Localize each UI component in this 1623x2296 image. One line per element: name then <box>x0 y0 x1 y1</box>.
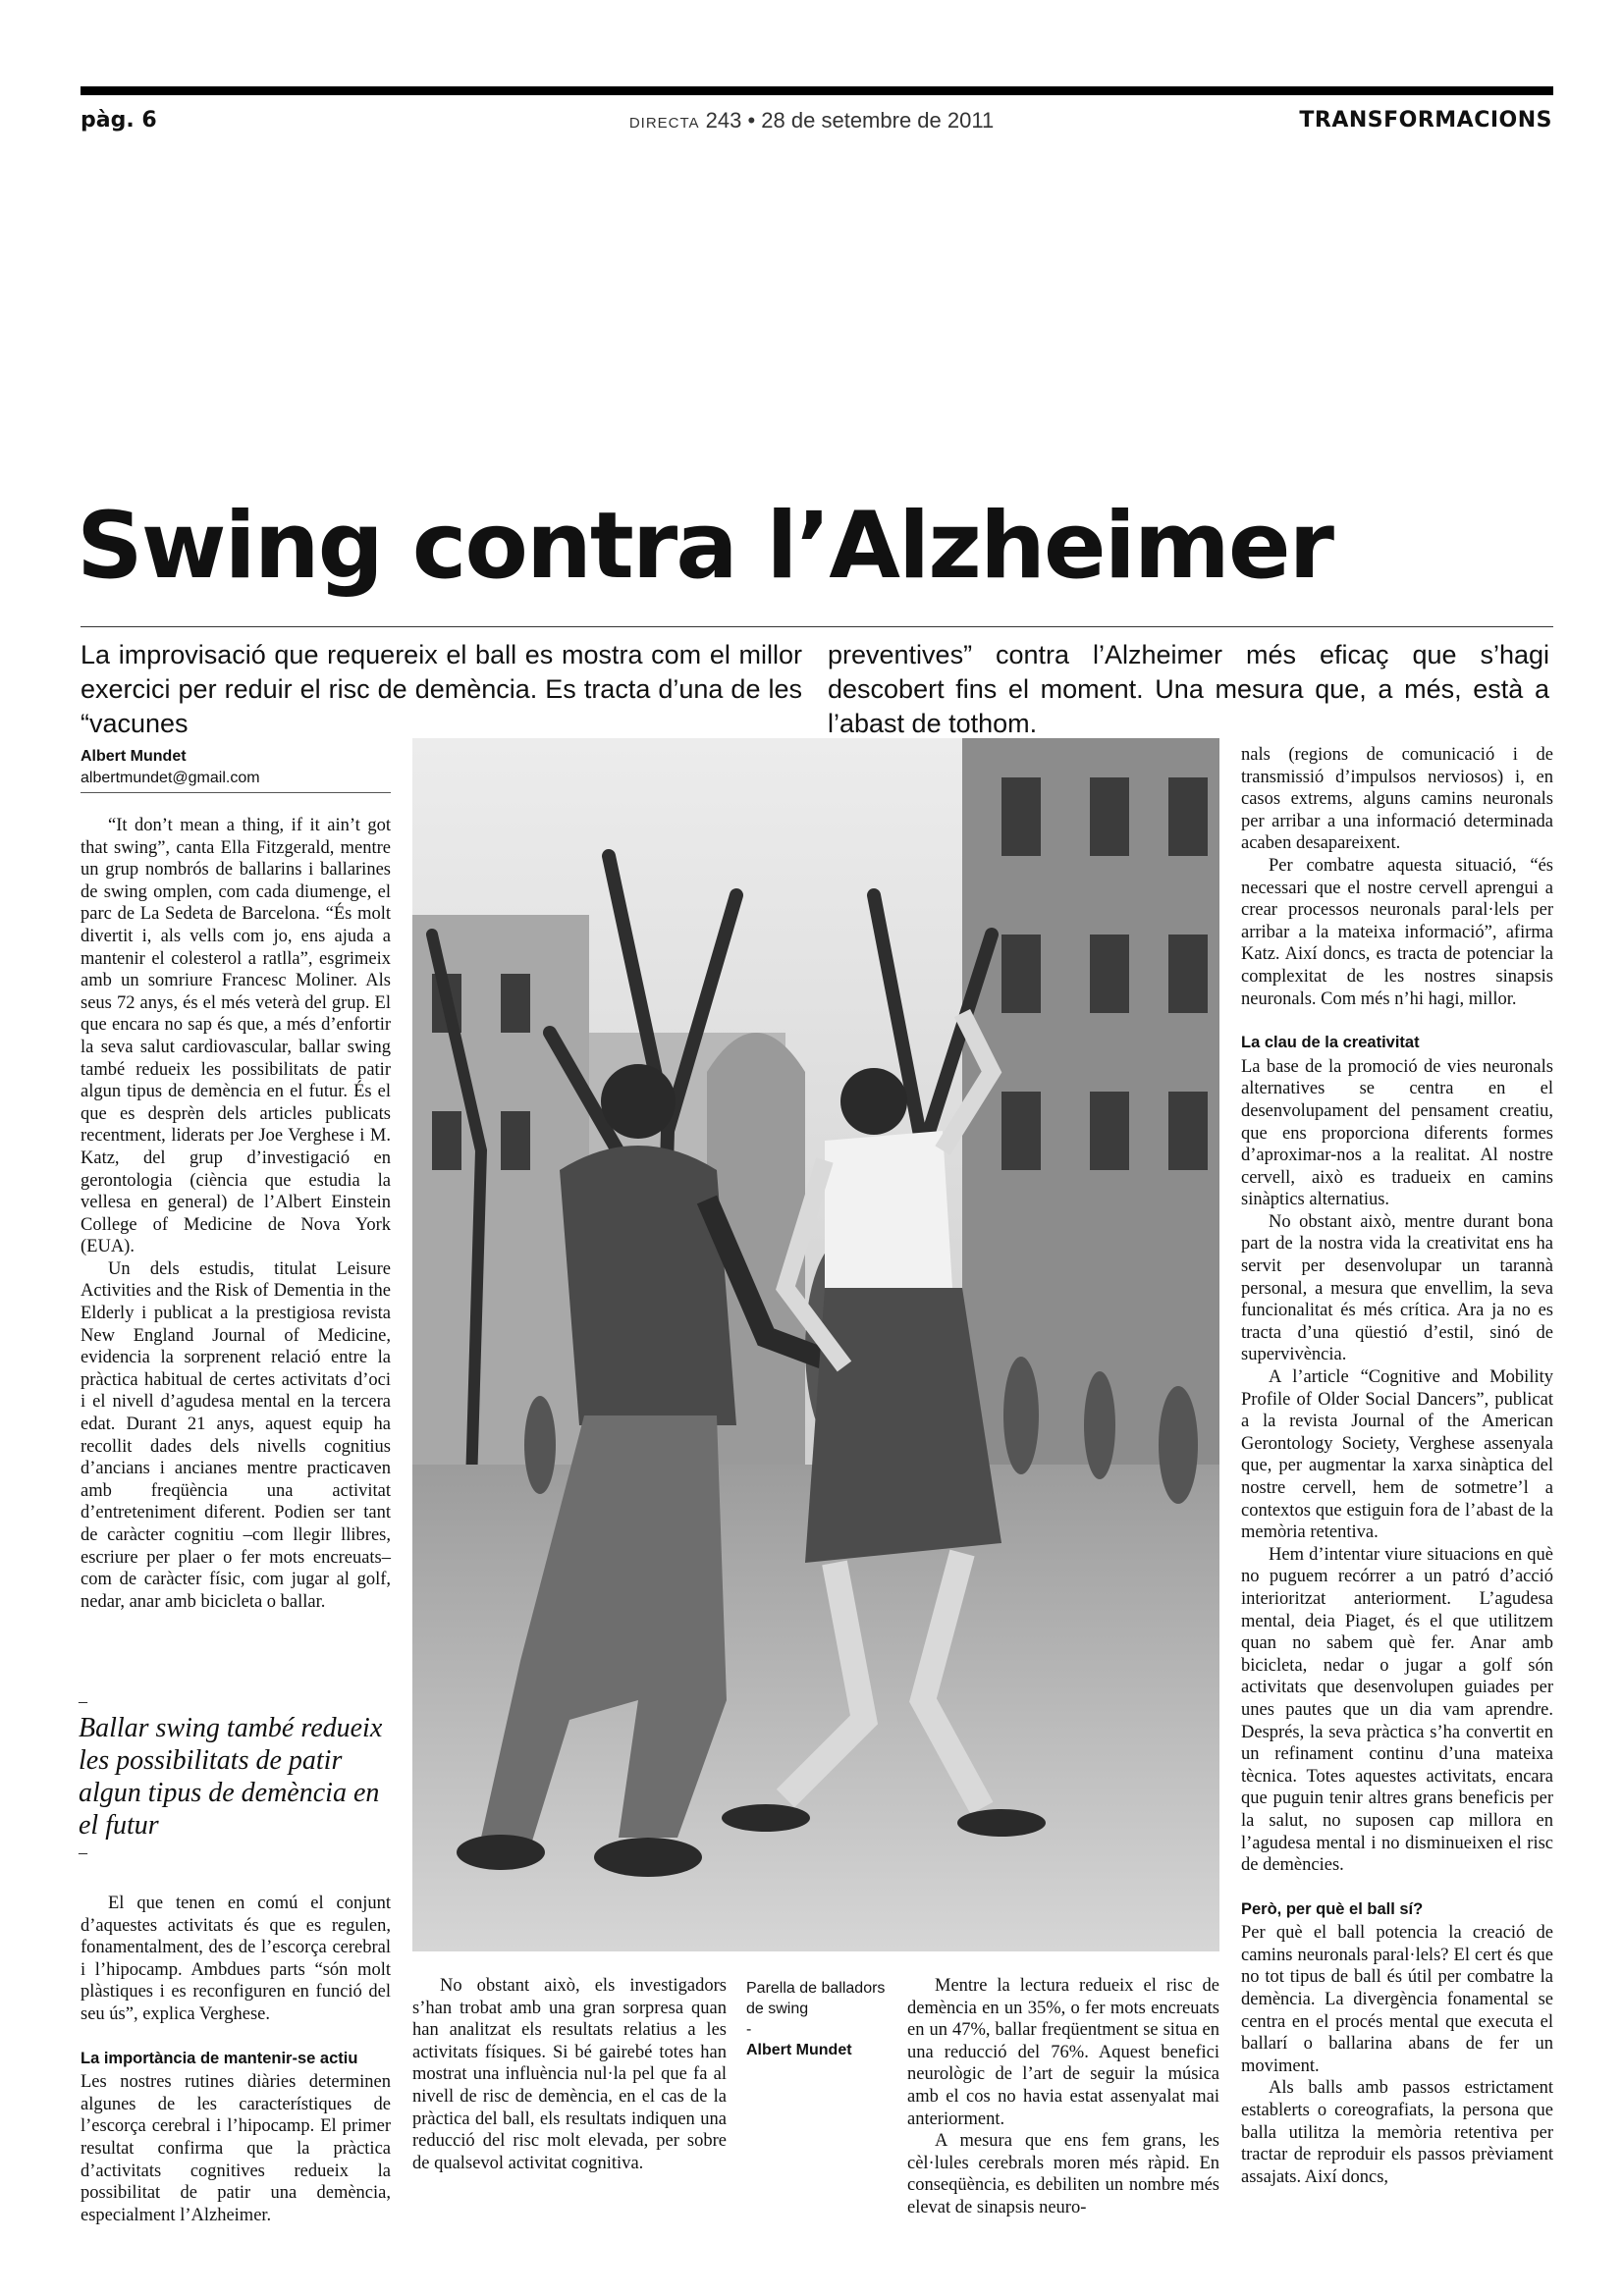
column-4 <box>1241 744 1553 2188</box>
paragraph: Mentre la lectura redueix el risc de demència en un 35%, o fer mots encreuats en un 47%, ballar freqüentment se situa en una reducció del 76%. Aquest benefici neurològic de l’art de seguir la música amb el cos no havia estat assenyalat mai anteriorment. <box>907 1976 1219 2129</box>
paragraph: nals (regions de comunicació i de transmissió d’impulsos nerviosos) i, en casos extrems, alguns camins neuronals per arribar a una informació determinada acaben desapareixent. <box>1241 745 1553 854</box>
caption-dash: - <box>746 2021 752 2038</box>
headline-rule <box>81 626 1553 627</box>
paragraph: Hem d’intentar viure situacions en què no puguem recórrer a un patró d’acció interioritzat anteriorment. L’agudesa mental, deia Piaget, és el que utilitzem quan no sabem què fer. Anar amb bicicleta, nedar o jugar a golf són activitats que desenvolupen guiades per unes pautes que un dia vam aprendre. Després, la seva pràctica s’ha convertit en un refinament continu d’una mateixa tècnica. Totes aquestes activitats, encara que puguin tenir altres grans beneficis per la salut, no suposen cap millora en l’agudesa mental i no disminueixen el risc de demències. <box>1241 1544 1553 1876</box>
issue-date: 243 • 28 de setembre de 2011 <box>705 108 995 133</box>
paragraph: Un dels estudis, titulat Leisure Activities and the Risk of Dementia in the Elderly i publicat a la prestigiosa revista New England Journal of Medicine, evidencia la sorprenent relació entre la pràctica habitual de certes activitats d’oci i el nivell d’agudesa mental en la tercera edat. Durant 21 anys, aquest equip ha recollit dades dels nivells cognitius d’ancians i ancianes mentre practicaven amb freqüència una activitat d’entreteniment diferent. Podien ser tant de caràcter cognitiu –com llegir llibres, escriure per plaer o fer mots encreuats– com de caràcter físic, com jugar al golf, nedar, anar amb bicicleta o ballar. <box>81 1258 391 1612</box>
subheading: La clau de la creativitat <box>1241 1034 1420 1052</box>
pull-quote-text: Ballar swing també redueix les possibilitats de patir algun tipus de demència en el futur <box>79 1713 383 1841</box>
page-number: pàg. 6 <box>81 108 157 133</box>
pull-quote-dash: – <box>79 1691 87 1711</box>
paragraph: Per combatre aquesta situació, “és necessari que el nostre cervell aprengui a crear processos neuronals paral·lels per arribar a la mateixa informació”, afirma Katz. Així doncs, es tracta de potenciar la complexitat de les nostres sinapsis neuronals. Com més n’hi hagi, millor. <box>1241 855 1553 1009</box>
column-1-bottom <box>81 1893 391 2226</box>
column-2 <box>412 1975 727 2174</box>
paragraph: “It don’t mean a thing, if it ain’t got that swing”, canta Ella Fitzgerald, mentre un grup nombrós de ballarins i ballarines de swing omplen, com cada diumenge, el parc de La Sedeta de Barcelona. “És molt divertit i, als vells com jo, ens ajuda a mantenir el colesterol a ratlla”, esgrimeix amb un somriure Francesc Moliner. Als seus 72 anys, és el més veterà del grup. El que encara no sap és que, a més d’enfortir la seva salut cardiovascular, ballar swing també redueix les possibilitats de patir algun tipus de demència en el futur. És el que es desprèn dels articles publicats recentment, liderats per Joe Verghese i M. Katz, del grup d’investigació en gerontologia (ciència que estudia la vellesa en general) de l’Albert Einstein College of Medicine de Nova York (EUA). <box>81 816 391 1257</box>
paragraph: El que tenen en comú el conjunt d’aquestes activitats és que es regulen, fonamentalment, des de l’escorça cerebral i l’hipocamp. Ambdues parts “són molt plàstiques i es reconfiguren en funció del seu ús”, explica Verghese. <box>81 1894 391 2024</box>
photo-illustration <box>412 738 1219 1951</box>
section-name: TRANSFORMACIONS <box>1299 108 1552 133</box>
paragraph: La base de la promoció de vies neuronals alternatives se centra en el desenvolupament del pensament creatiu, que ens proporciona diferents formes d’aproximar-nos a la realitat. Al nostre cervell, això es tradueix en camins sinàptics alternatius. <box>1241 1056 1553 1210</box>
dancers-photo <box>412 738 1219 1951</box>
pull-quote-dash: – <box>79 1842 87 1862</box>
subheading: La importància de mantenir-se actiu <box>81 2049 358 2067</box>
top-rule <box>81 86 1553 95</box>
author-name: Albert Mundet <box>81 748 187 765</box>
paragraph: A l’article “Cognitive and Mobility Profile of Older Social Dancers”, publicat a la revista Journal of the American Gerontology Society, Verghese assenyala que, per augmentar la xarxa sinàptica del nostre cervell, hem de sotmetre’l a contextos que estiguin fora de l’abast de la memòria retentiva. <box>1241 1367 1553 1543</box>
paragraph: Per què el ball potencia la creació de camins neuronals paral·lels? El cert és que no tot tipus de ball és útil per combatre la demència. La divergència fonamental se centra en el procés mental que executa el ballarí o ballarina abans de fer un moviment. <box>1241 1923 1553 2076</box>
photo-caption <box>746 1978 893 2060</box>
pull-quote <box>79 1690 393 1863</box>
paragraph: Als balls amb passos estrictament establerts o coreografiats, la persona que balla utilitza la memòria retentiva per tractar de reproduir els passos prèviament assajats. Així doncs, <box>1241 2078 1553 2187</box>
column-3 <box>907 1975 1219 2219</box>
caption-text: Parella de balladors de swing <box>746 1980 886 2017</box>
paragraph: No obstant això, els investigadors s’han trobat amb una gran sorpresa quan han analitzat els resultats relatius a les activitats físiques. Si bé gairebé totes han mostrat una influència nul·la pel que fa al nivell de risc de demència, en el cas de la pràctica del ball, els resultats indiquen una reducció del risc molt elevada, per sobre de qualsevol activitat cognitiva. <box>412 1976 727 2173</box>
paragraph: A mesura que ens fem grans, les cèl·lules cerebrals moren més ràpid. En conseqüència, es debiliten un nombre més elevat de sinapsis neuro- <box>907 2131 1219 2217</box>
standfirst-right: preventives” contra l’Alzheimer més eficaç que s’hagi descobert fins el moment. Una mesura que, a més, està a l’abast de tothom. <box>828 640 1549 738</box>
publication-name: DIRECTA <box>628 115 700 132</box>
column-1-top <box>81 815 391 1613</box>
standfirst-left: La improvisació que requereix el ball es mostra com el millor exercici per reduir el risc de demència. Es tracta d’una de les “vacunes <box>81 640 802 738</box>
byline-rule <box>81 792 391 793</box>
byline <box>81 746 391 793</box>
photo-credit: Albert Mundet <box>746 2042 852 2058</box>
subheading: Però, per què el ball sí? <box>1241 1899 1424 1918</box>
headline: Swing contra l’Alzheimer <box>77 493 1332 600</box>
paragraph: Les nostres rutines diàries determinen algunes de les característiques de l’escorça cerebral i l’hipocamp. El primer resultat confirma que la pràctica d’activitats cognitives redueix la possibilitat de patir una demència, especialment l’Alzheimer. <box>81 2072 391 2225</box>
author-email[interactable]: albertmundet@gmail.com <box>81 770 260 786</box>
paragraph: No obstant això, mentre durant bona part de la nostra vida la creativitat ens ha servit per desenvolupar un tarannà personal, a mesura que envellim, la seva funcionalitat és més crítica. Ara ja no es tracta d’una qüestió d’estil, sinó de supervivència. <box>1241 1211 1553 1365</box>
